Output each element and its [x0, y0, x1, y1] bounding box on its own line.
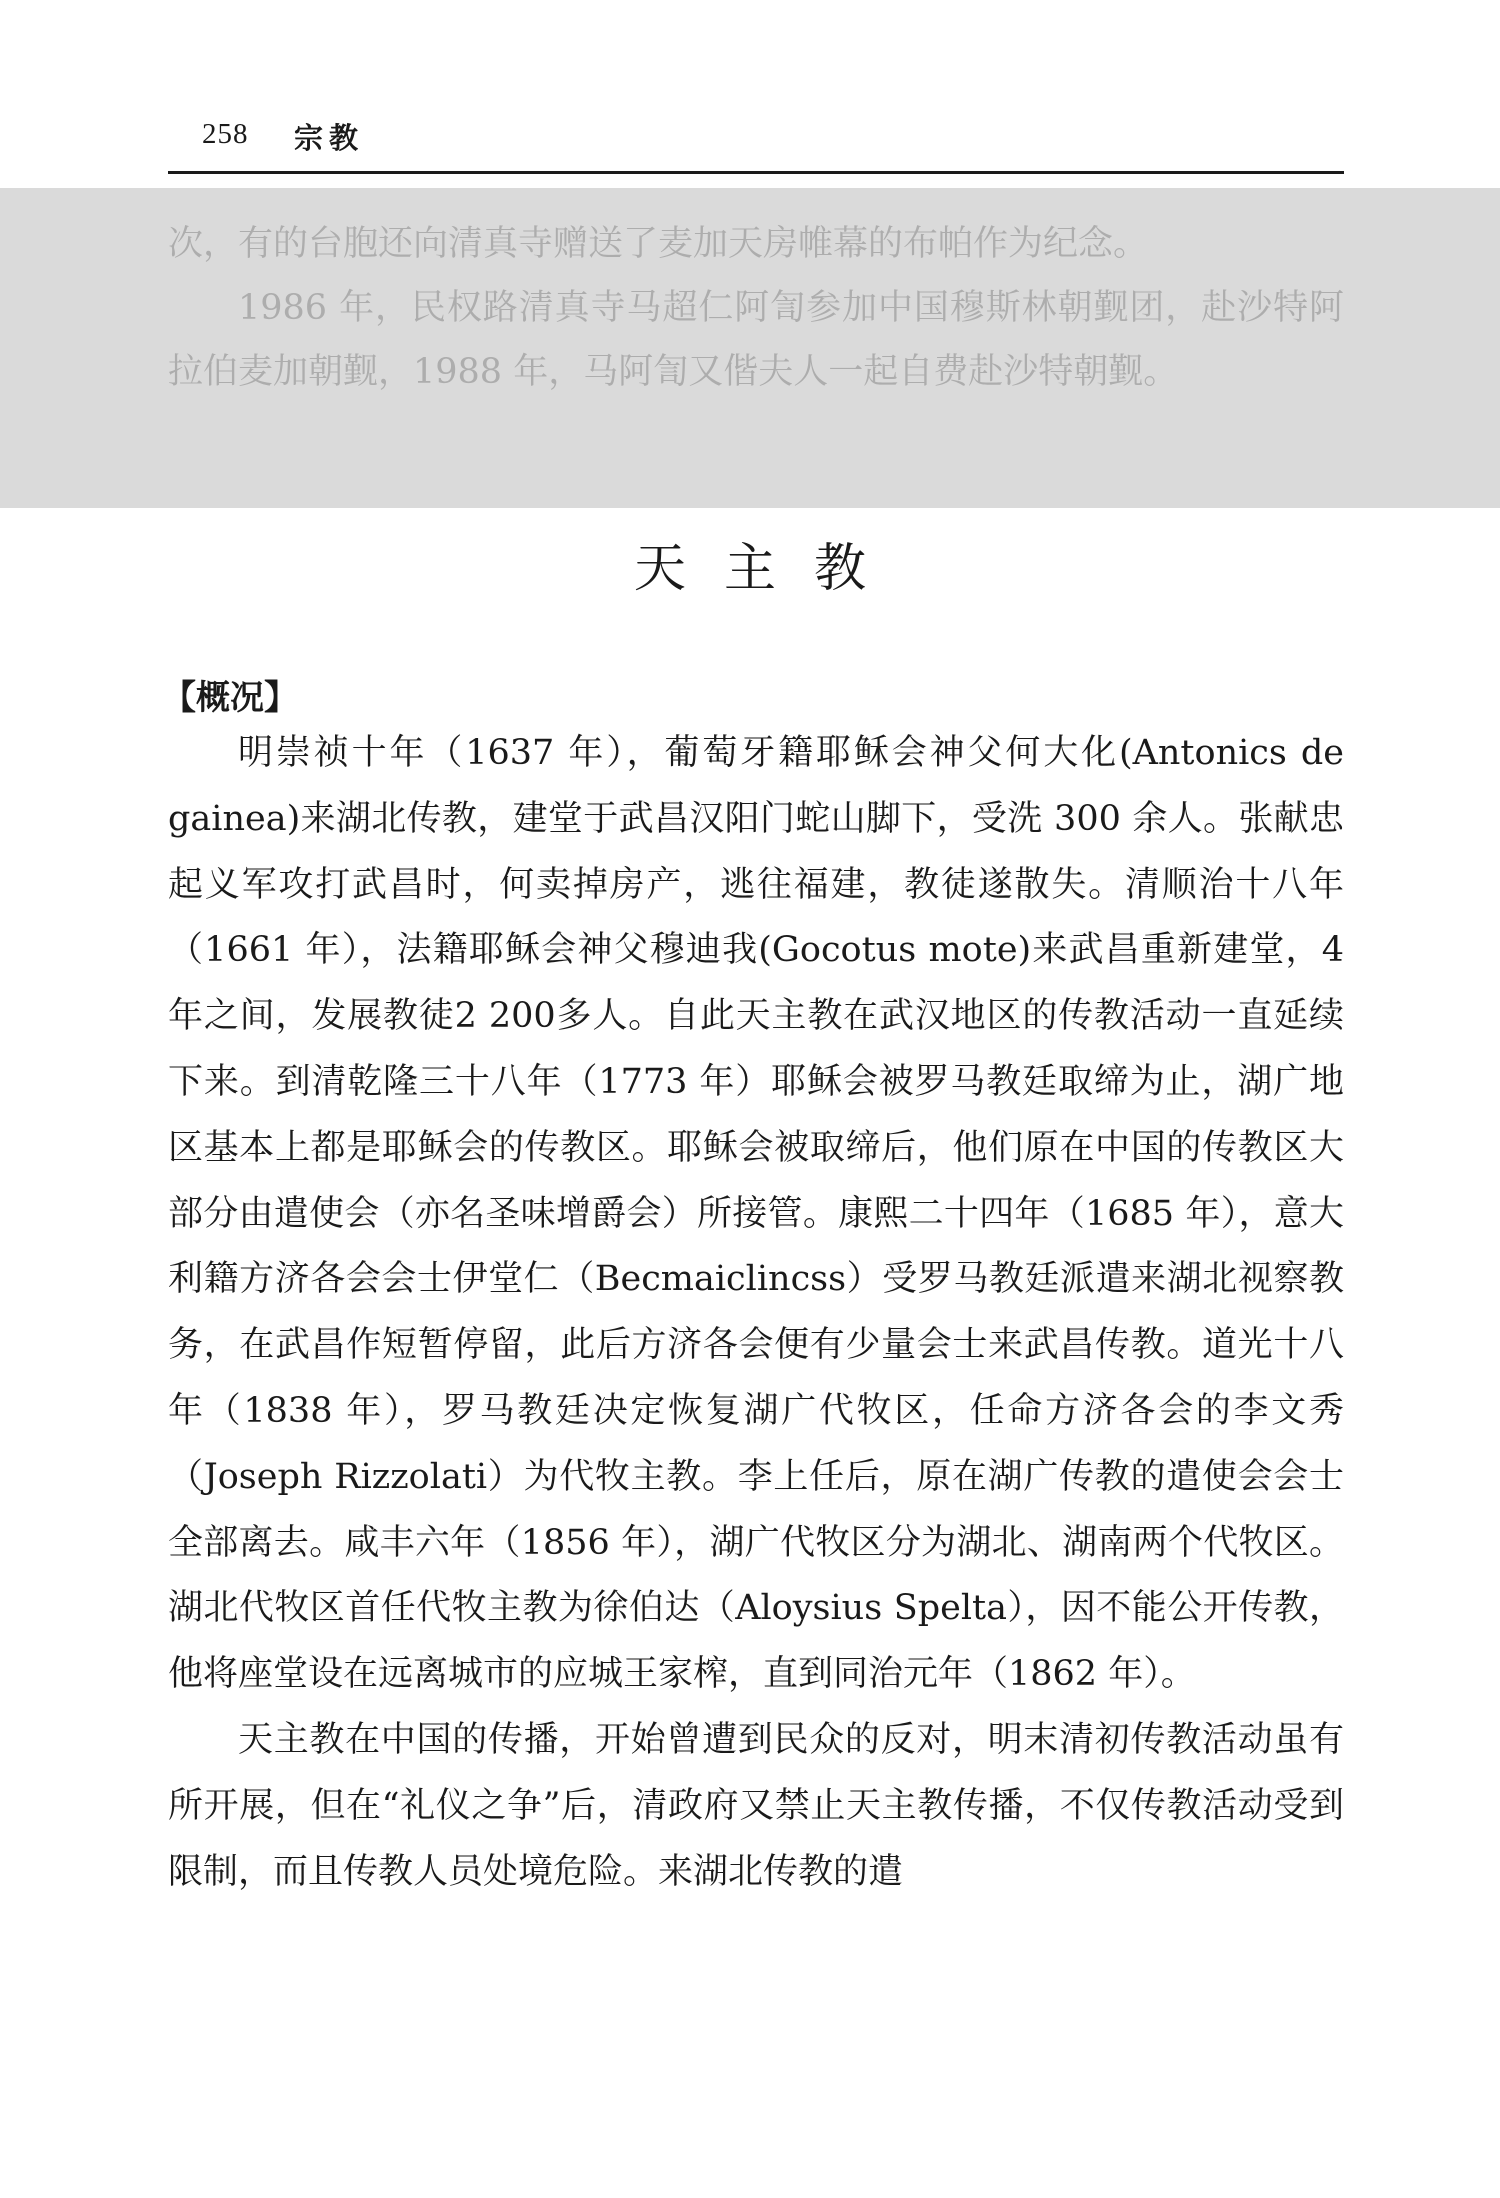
- page-number: 258: [202, 118, 249, 150]
- previous-paragraph: 1986 年，民权路清真寺马超仁阿訇参加中国穆斯林朝觐团，赴沙特阿拉伯麦加朝觐，1988 年，马阿訇又偕夫人一起自费赴沙特朝觐。: [168, 288, 1344, 392]
- previous-section-block: [0, 188, 1500, 508]
- body-paragraph: 明崇祯十年（1637 年），葡萄牙籍耶稣会神父何大化(Antonics de gainea)来湖北传教，建堂于武昌汉阳门蛇山脚下，受洗 300 余人。张献忠起义军攻打武昌时，何卖掉房产，逃往福建，教徒遂散失。清顺治十八年（1661 年），法籍耶稣会神父穆迪我(Gocotus mote)来武昌重新建堂，4 年之间，发展教徒2 200多人。自此天主教在武汉地区的传教活动一直延续下来。到清乾隆三十八年（1773 年）耶稣会被罗马教廷取缔为止，湖广地区基本上都是耶稣会的传教区。耶稣会被取缔后，他们原在中国的传教区大部分由遣使会（亦名圣味增爵会）所接管。康熙二十四年（1685 年），意大利籍方济各会会士伊堂仁（Becmaiclincss）受罗马教廷派遣来湖北视察教务，在武昌作短暂停留，此后方济各会便有少量会士来武昌传教。道光十八年（1838 年），罗马教廷决定恢复湖广代牧区，任命方济各会的李文秀（Joseph Rizzolati）为代牧主教。李上任后，原在湖广传教的遣使会会士全部离去。咸丰六年（1856 年），湖广代牧区分为湖北、湖南两个代牧区。湖北代牧区首任代牧主教为徐伯达（Aloysius Spelta），因不能公开传教，他将座堂设在远离城市的应城王家榨，直到同治元年（1862 年）。: [168, 733, 1344, 1695]
- section-body: [168, 721, 1344, 1905]
- section-subheading: 【概况】: [162, 678, 298, 718]
- body-paragraph: 天主教在中国的传播，开始曾遭到民众的反对，明末清初传教活动虽有所开展，但在“礼仪之争”后，清政府又禁止天主教传播，不仅传教活动受到限制，而且传教人员处境危险。来湖北传教的遣: [168, 1719, 1344, 1892]
- page-header: [168, 112, 1344, 174]
- section-title: 天主教: [633, 539, 904, 599]
- running-title: 宗教: [294, 121, 365, 155]
- header-rule: [168, 171, 1344, 174]
- previous-paragraph: 次，有的台胞还向清真寺赠送了麦加天房帷幕的布帕作为纪念。: [168, 224, 1149, 264]
- previous-section-text: [168, 212, 1344, 404]
